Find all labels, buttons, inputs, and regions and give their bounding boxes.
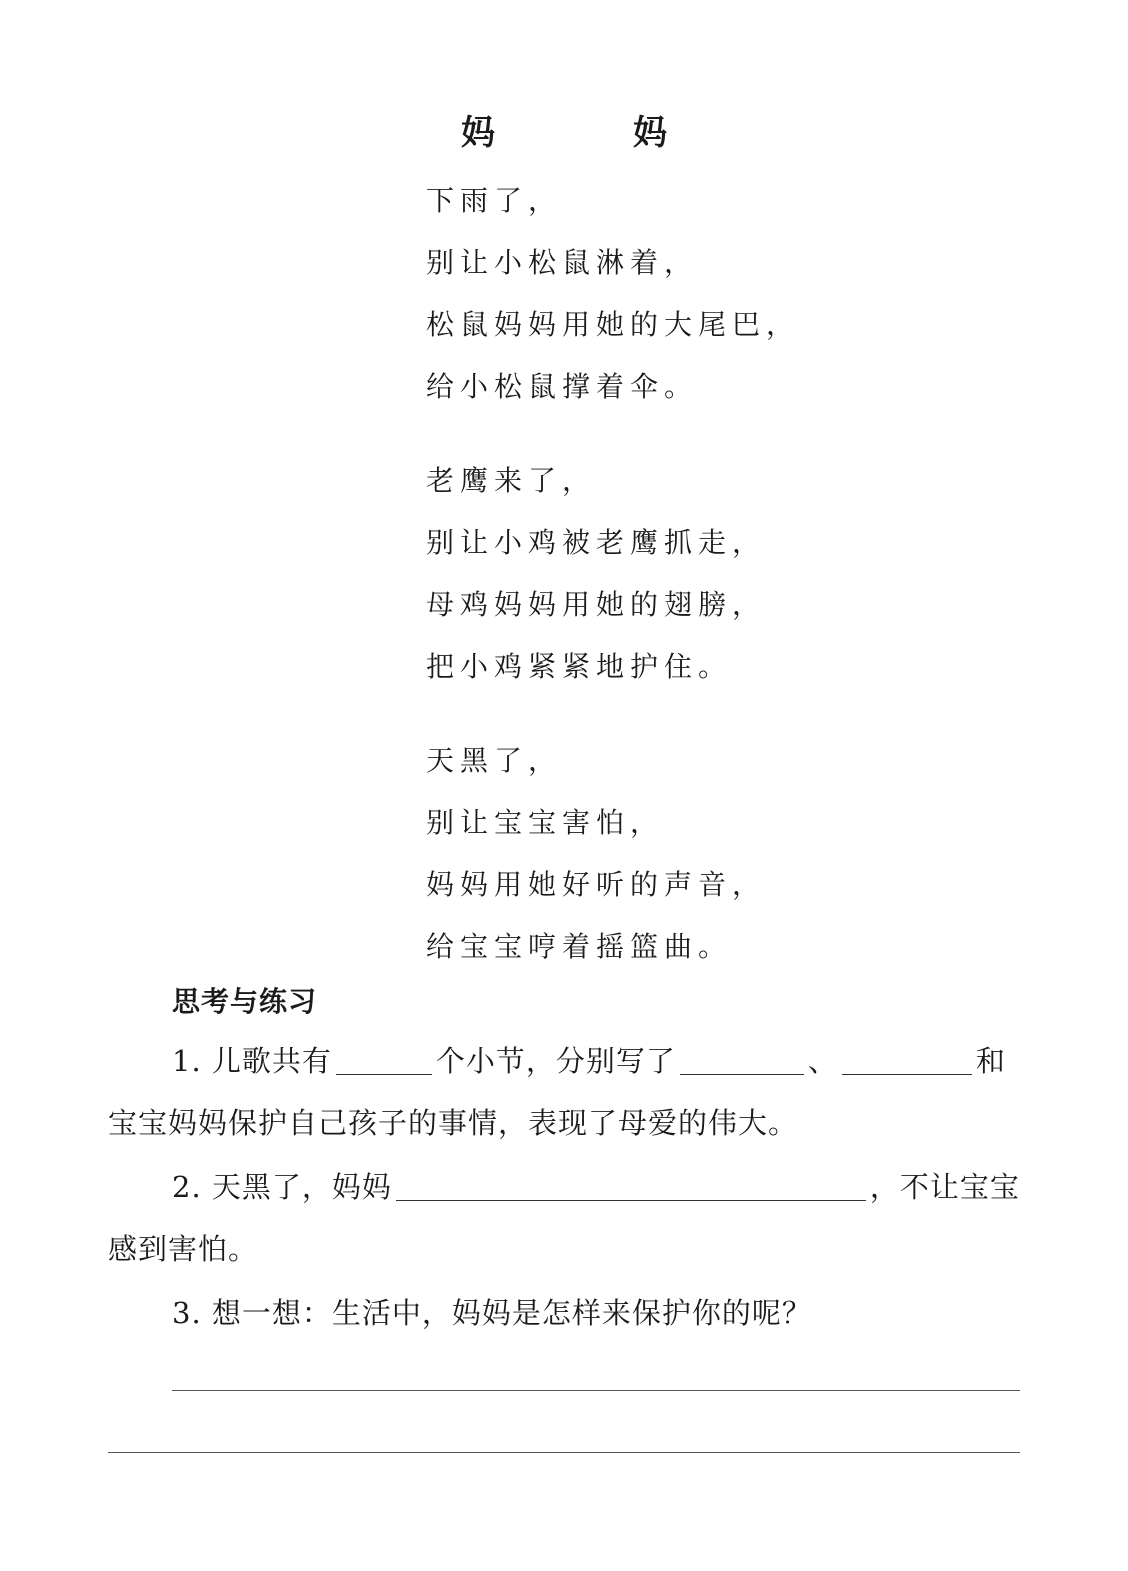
poem-line: 下雨了， <box>426 184 563 217</box>
poem-line: 给小松鼠撑着伞。 <box>426 370 699 403</box>
exercise-1 <box>108 1030 1020 1092</box>
exercise-text: 、 <box>807 1044 838 1078</box>
exercise-3 <box>108 1282 1020 1344</box>
exercises-heading: 思考与练习 <box>172 985 318 1018</box>
answer-line[interactable] <box>108 1452 1020 1453</box>
poem-line: 妈妈用她好听的声音， <box>426 868 767 901</box>
poem-line: 母鸡妈妈用她的翅膀， <box>426 588 767 621</box>
poem-stanza-1 <box>426 170 1046 418</box>
exercise-2-continued <box>108 1218 1020 1280</box>
poem-stanza-2 <box>426 450 1046 698</box>
answer-blank[interactable] <box>396 1166 866 1201</box>
poem-line: 别让小松鼠淋着， <box>426 246 699 279</box>
exercise-text: ，不让宝宝 <box>869 1170 1020 1204</box>
exercise-text: 1. 儿歌共有 <box>172 1044 332 1078</box>
exercise-text: 3. 想一想：生活中，妈妈是怎样来保护你的呢？ <box>172 1296 812 1330</box>
exercise-text: 2. 天黑了，妈妈 <box>172 1170 392 1204</box>
poem-title: 妈 妈 <box>461 113 719 153</box>
answer-blank[interactable] <box>842 1040 972 1075</box>
poem-line: 天黑了， <box>426 744 563 777</box>
poem-line: 松鼠妈妈用她的大尾巴， <box>426 308 801 341</box>
exercise-text: 个小节，分别写了 <box>435 1044 676 1078</box>
answer-blank[interactable] <box>336 1040 432 1075</box>
poem-line: 老鹰来了， <box>426 464 597 497</box>
poem-stanza-3 <box>426 730 1046 978</box>
exercise-text: 感到害怕。 <box>108 1232 259 1266</box>
answer-blank[interactable] <box>680 1040 804 1075</box>
answer-line[interactable] <box>172 1390 1020 1391</box>
poem-line: 别让小鸡被老鹰抓走， <box>426 526 767 559</box>
exercise-text: 和 <box>975 1044 1006 1078</box>
poem-line: 别让宝宝害怕， <box>426 806 665 839</box>
poem-body <box>426 170 1046 1010</box>
poem-line: 把小鸡紧紧地护住。 <box>426 650 733 683</box>
exercise-2 <box>108 1156 1020 1218</box>
exercise-1-continued <box>108 1092 1020 1154</box>
exercise-text: 宝宝妈妈保护自己孩子的事情，表现了母爱的伟大。 <box>108 1106 799 1140</box>
poem-line: 给宝宝哼着摇篮曲。 <box>426 930 733 963</box>
